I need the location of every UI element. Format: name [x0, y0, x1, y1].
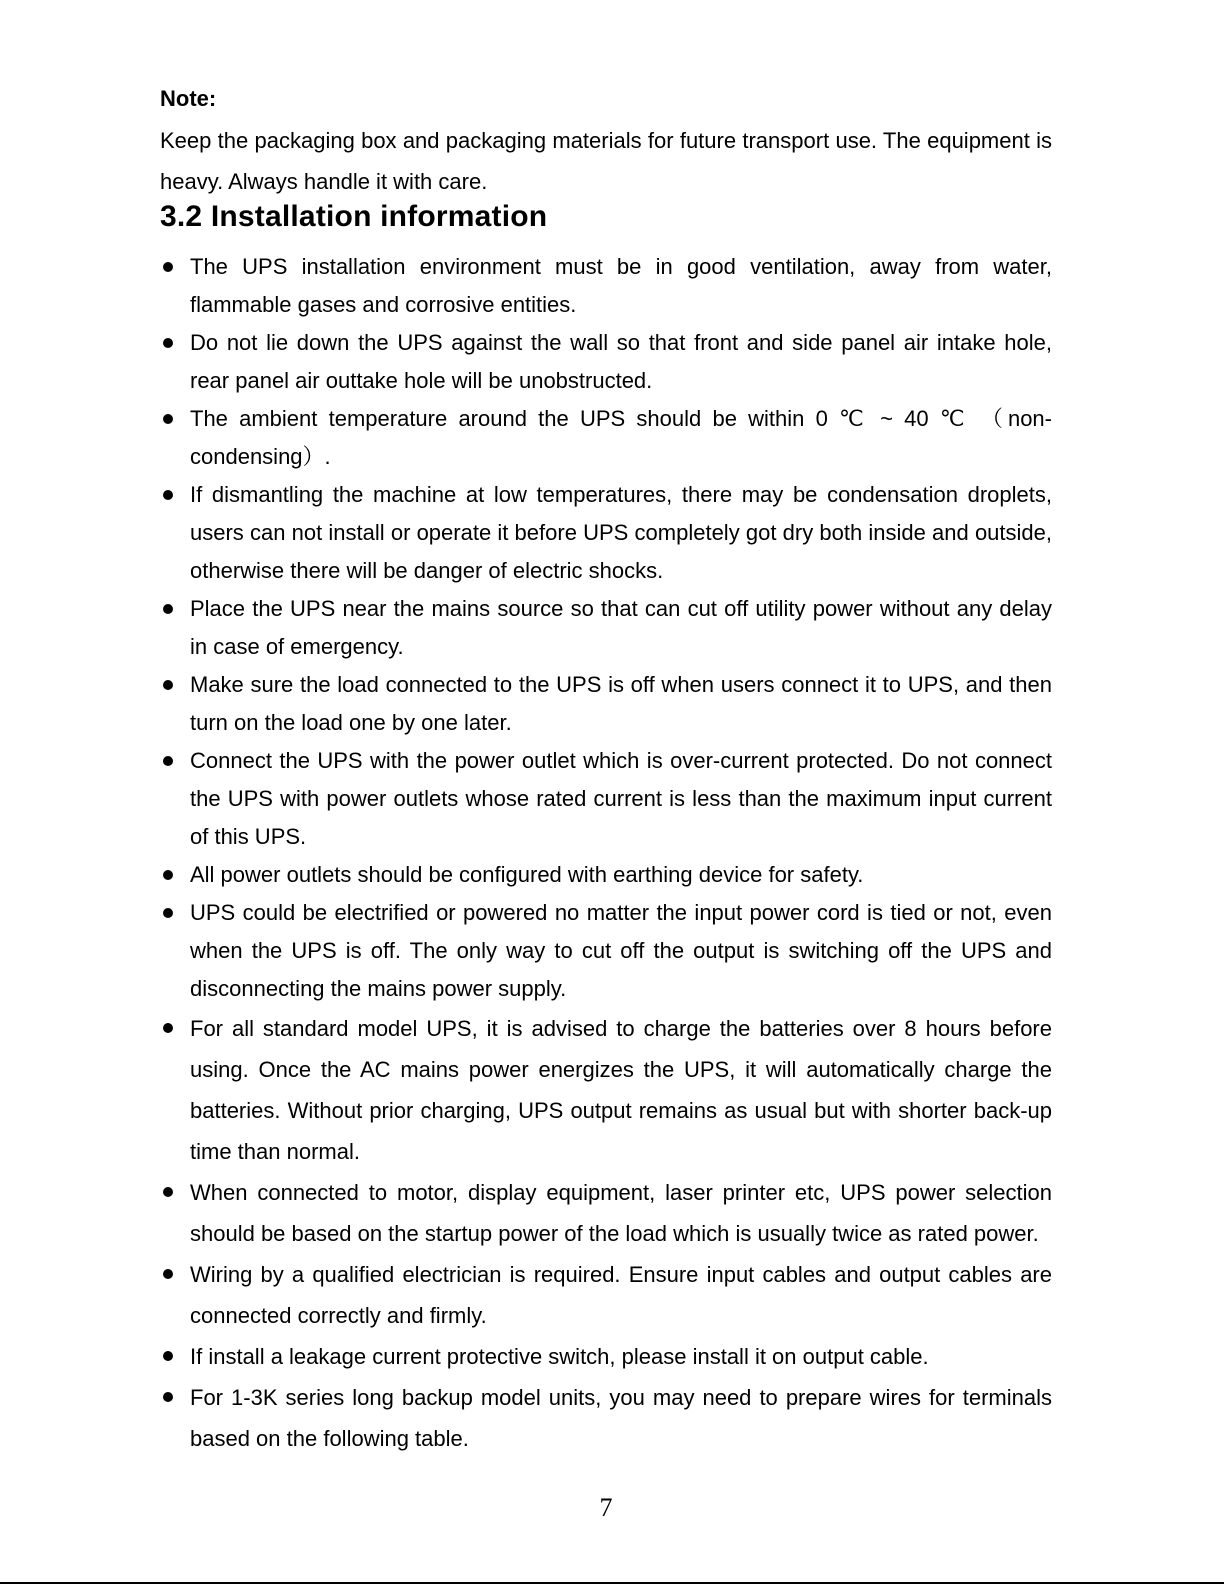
bullet-icon — [163, 604, 173, 614]
list-item — [160, 590, 1052, 666]
list-item — [160, 400, 1052, 476]
bullet-icon — [163, 756, 173, 766]
bullet-icon — [163, 262, 173, 272]
list-item-text: If install a leakage current protective switch, please install it on output cable. — [190, 1344, 929, 1369]
bullet-icon — [163, 1351, 173, 1361]
list-item-text: When connected to motor, display equipment, laser printer etc, UPS power selection should be based on the startup power of the load which is usually twice as rated power. — [190, 1180, 1052, 1246]
bullet-icon — [163, 1392, 173, 1402]
bullet-icon — [163, 414, 173, 424]
list-item-text: Place the UPS near the mains source so that can cut off utility power without any delay in case of emergency. — [190, 596, 1052, 659]
bullet-icon — [163, 680, 173, 690]
bullet-icon — [163, 490, 173, 500]
list-item-text: The ambient temperature around the UPS should be within 0 ℃ ~ 40 ℃ （non-condensing）. — [190, 406, 1052, 469]
installation-bullet-list — [160, 248, 1052, 1459]
list-item-text: UPS could be electrified or powered no matter the input power cord is tied or not, even when the UPS is off. The only way to cut off the output is switching off the UPS and disconnecting the mains power supply. — [190, 900, 1052, 1001]
list-item-text: All power outlets should be configured with earthing device for safety. — [190, 862, 864, 887]
page-number: 7 — [599, 1493, 613, 1522]
note-text: Keep the packaging box and packaging materials for future transport use. The equipment is heavy. Always handle it with care. — [160, 128, 1052, 194]
list-item — [160, 666, 1052, 742]
list-item-text: For all standard model UPS, it is advised to charge the batteries over 8 hours before using. Once the AC mains power energizes the UPS, it will automatically charge the batteries. Without prior charging, UPS output remains as usual but with shorter back-up time than normal. — [190, 1016, 1052, 1164]
list-item-text: Connect the UPS with the power outlet which is over-current protected. Do not connect the UPS with power outlets whose rated current is less than the maximum input current of this UPS. — [190, 748, 1052, 849]
bullet-icon — [163, 1187, 173, 1197]
list-item — [160, 894, 1052, 1008]
list-item — [160, 476, 1052, 590]
list-item — [160, 1254, 1052, 1336]
bullet-icon — [163, 870, 173, 880]
list-item-text: Wiring by a qualified electrician is required. Ensure input cables and output cables are connected correctly and firmly. — [190, 1262, 1052, 1328]
note-label: Note: — [160, 86, 217, 111]
bullet-icon — [163, 1269, 173, 1279]
bullet-icon — [163, 908, 173, 918]
bullet-icon — [163, 1023, 173, 1033]
list-item — [160, 1336, 1052, 1377]
page-bottom-rule — [0, 1582, 1224, 1584]
list-item — [160, 324, 1052, 400]
list-item — [160, 856, 1052, 894]
list-item — [160, 742, 1052, 856]
list-item — [160, 1172, 1052, 1254]
list-item-text: The UPS installation environment must be in good ventilation, away from water, flammable gases and corrosive entities. — [190, 254, 1052, 317]
list-item-text: Make sure the load connected to the UPS is off when users connect it to UPS, and then turn on the load one by one later. — [190, 672, 1052, 735]
list-item-text: If dismantling the machine at low temperatures, there may be condensation droplets, users can not install or operate it before UPS completely got dry both inside and outside, otherwise there will be danger of electric shocks. — [190, 482, 1052, 583]
list-item-text: Do not lie down the UPS against the wall so that front and side panel air intake hole, rear panel air outtake hole will be unobstructed. — [190, 330, 1052, 393]
list-item — [160, 248, 1052, 324]
bullet-icon — [163, 338, 173, 348]
list-item — [160, 1008, 1052, 1172]
list-item-text: For 1-3K series long backup model units, you may need to prepare wires for terminals based on the following table. — [190, 1385, 1052, 1451]
list-item — [160, 1377, 1052, 1459]
section-heading: 3.2 Installation information — [160, 200, 548, 233]
